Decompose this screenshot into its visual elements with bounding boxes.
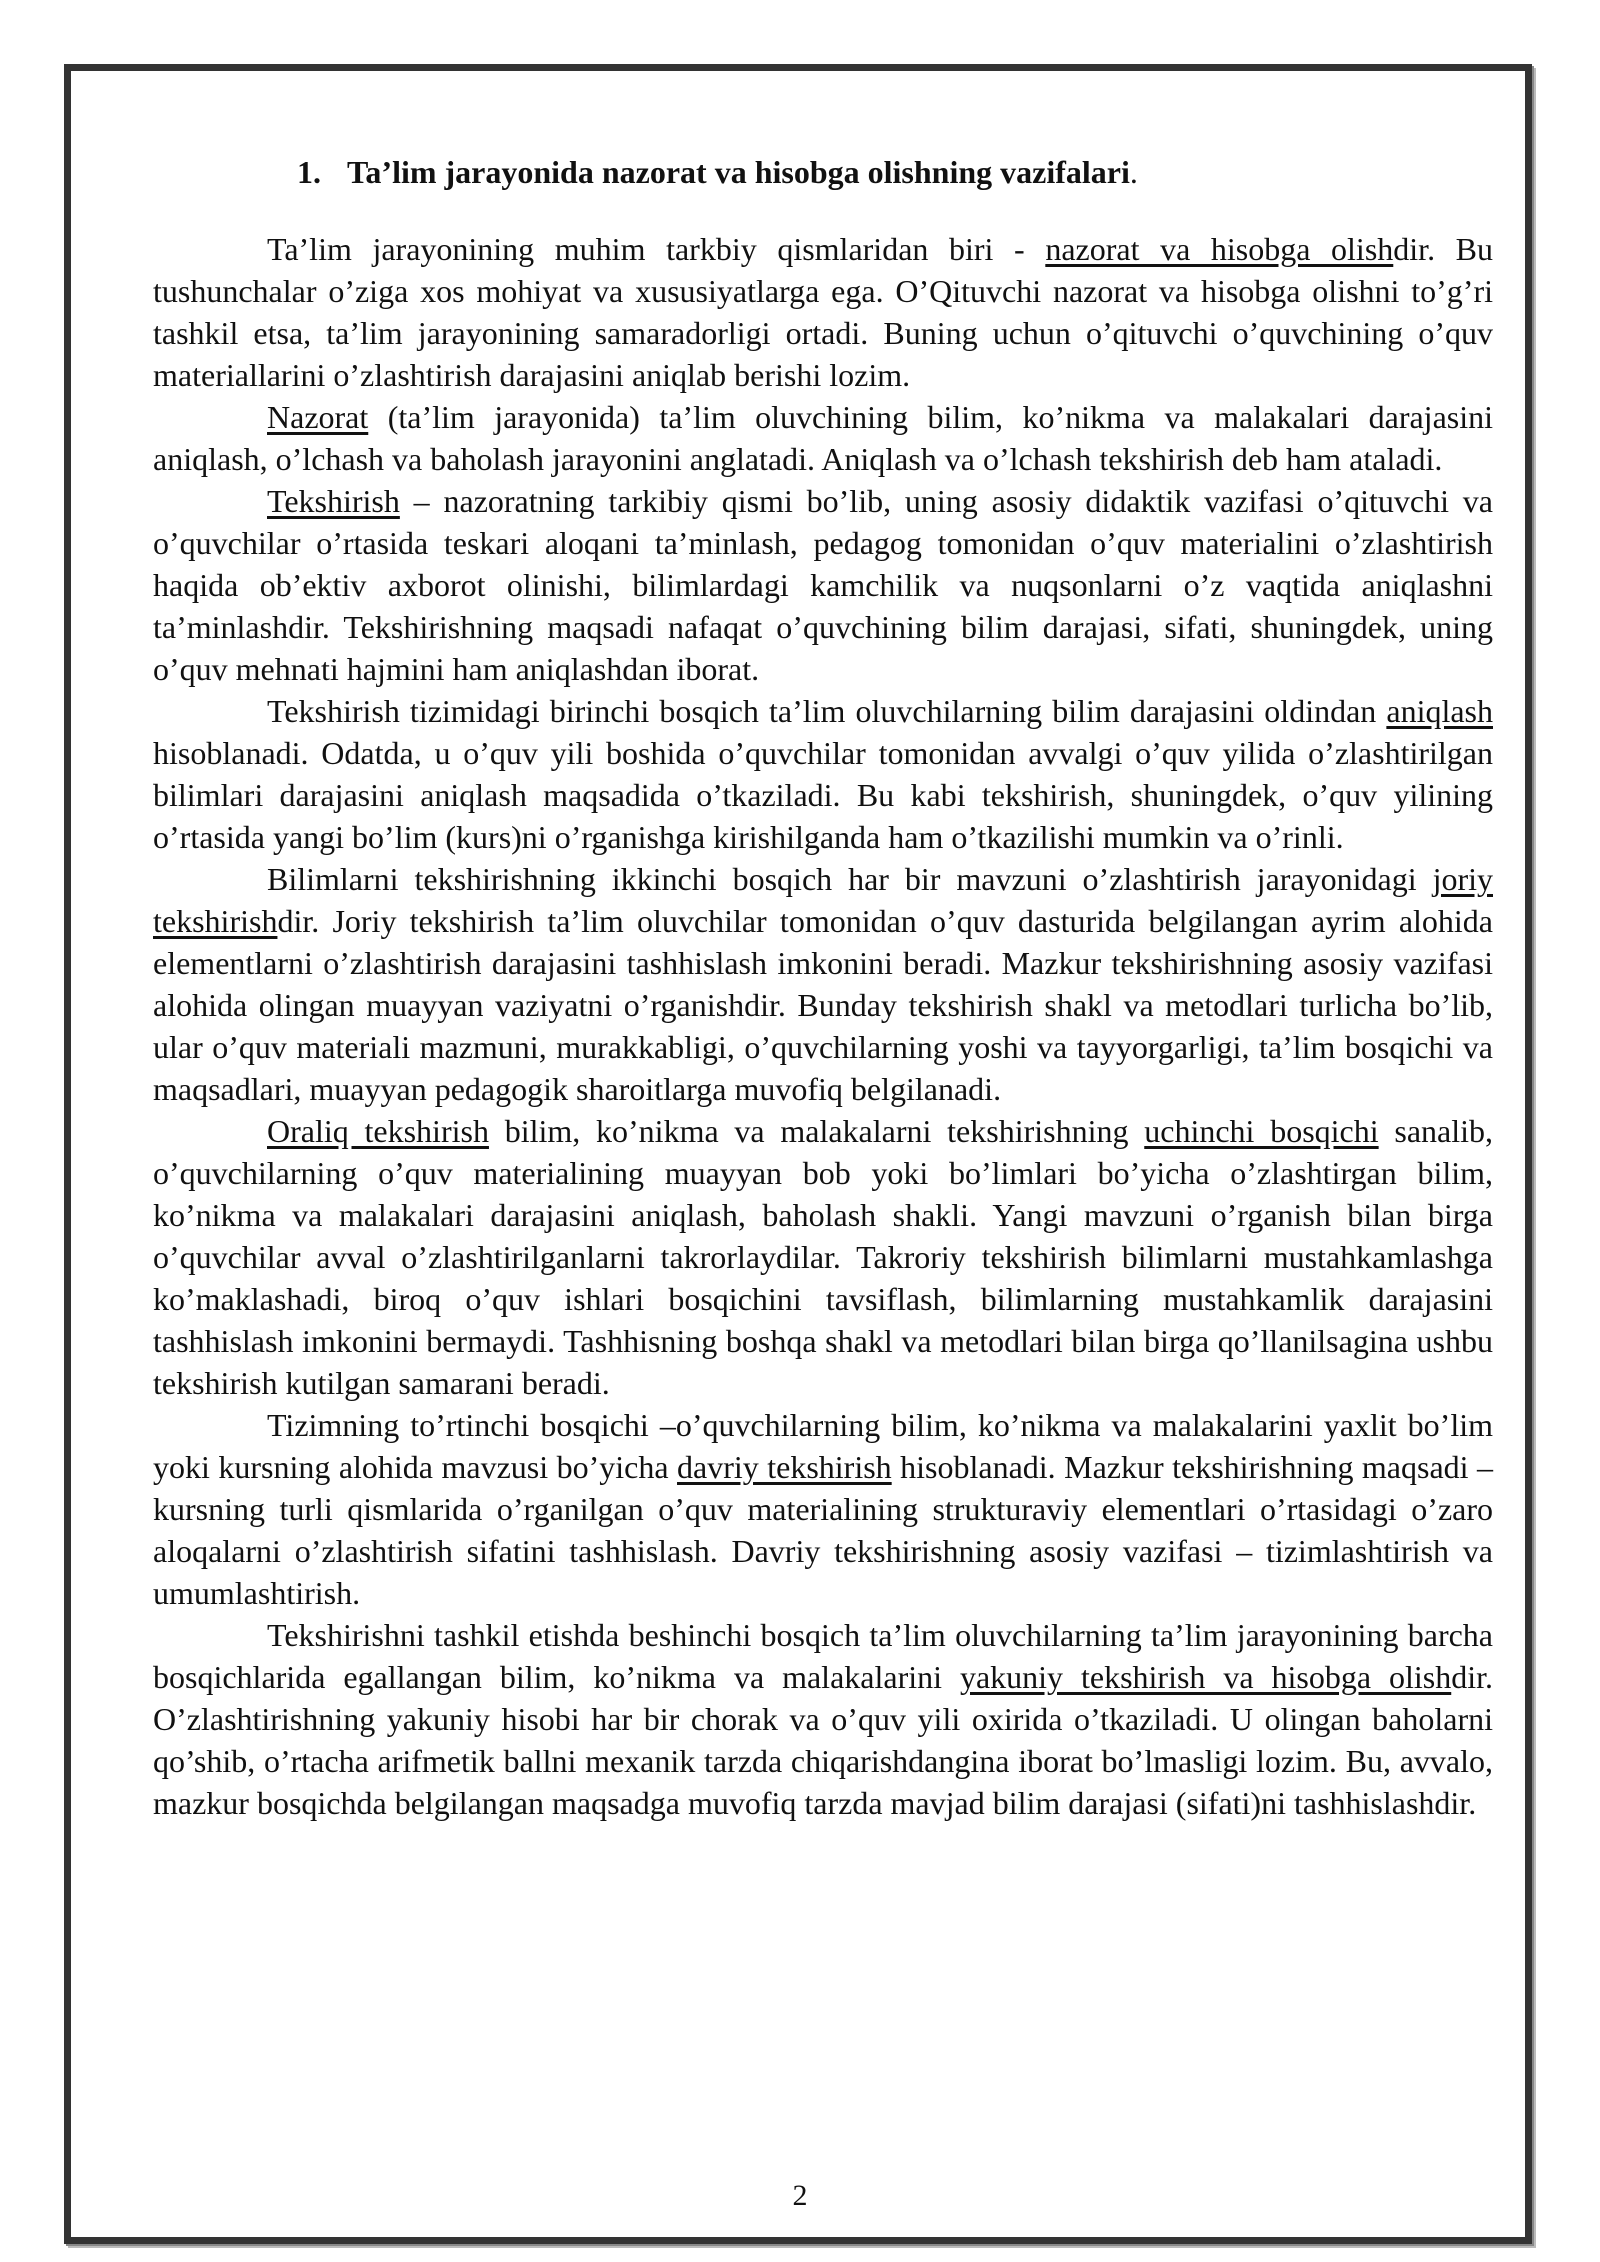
section-number: 1.: [297, 154, 321, 190]
underlined-term: aniqlash: [1386, 693, 1493, 729]
body-paragraph: [153, 1404, 1493, 1614]
body-paragraph: [153, 396, 1493, 480]
body-paragraph: [153, 1614, 1493, 1824]
page-number: 2: [792, 2179, 808, 2212]
underlined-term: joriy tekshirish: [153, 861, 1493, 939]
paragraph-text: bilim, ko’nikma va malakalarni tekshirishning: [488, 1113, 1145, 1149]
paragraph-text: hisoblanadi. Mazkur tekshirishning maqsadi – kursning turli qismlarida o’rganilgan o’quv materialining strukturaviy elementlari o’rtasidagi o’zaro aloqalarni o’zlashtirish sifatini tashhislash. Davriy tekshirishning asosiy vazifasi – tizimlashtirish va umumlashtirish.: [153, 1449, 1494, 1611]
paragraph-text: dir. Bu tushunchalar o’ziga xos mohiyat va xususiyatlarga ega. O’Qituvchi nazorat va hisobga olishni to’g’ri tashkil etsa, ta’lim jarayonining samaradorligi ortadi. Buning uchun o’qituvchi o’quvchining o’quv materiallarini o’zlashtirish darajasini aniqlab berishi lozim.: [153, 231, 1494, 393]
section-title-period: .: [1129, 154, 1138, 190]
body-paragraph: [153, 228, 1493, 396]
body-paragraph: [153, 1110, 1493, 1404]
paragraph-text: Ta’lim jarayonining muhim tarkbiy qismlaridan biri -: [267, 231, 1046, 267]
underlined-term: Oraliq tekshirish: [267, 1113, 489, 1149]
underlined-term: Tekshirish: [267, 483, 400, 519]
paragraph-list: [153, 228, 1493, 1824]
underlined-term: yakuniy tekshirish va hisobga olish: [959, 1659, 1452, 1695]
section-heading: [153, 152, 1493, 192]
body-paragraph: [153, 858, 1493, 1110]
paragraph-text: Bilimlarni tekshirishning ikkinchi bosqich har bir mavzuni o’zlashtirish jarayonidagi: [267, 861, 1433, 897]
document-body: [153, 152, 1493, 1824]
underlined-term: nazorat va hisobga olish: [1045, 231, 1394, 267]
paragraph-text: Tekshirishni tashkil etishda beshinchi bosqich ta’lim oluvchilarning ta’lim jarayonining barcha bosqichlarida egallangan bilim, ko’nikma va malakalarini: [153, 1617, 1493, 1695]
paragraph-text: dir. Joriy tekshirish ta’lim oluvchilar tomonidan o’quv dasturida belgilangan ayrim alohida elementlarni o’zlashtirish darajasini tashhislash imkonini beradi. Mazkur tekshirishning asosiy vazifasi alohida olingan muayyan vaziyatni o’rganishdir. Bunday tekshirish shakl va metodlari turlicha bo’lib, ular o’quv materiali mazmuni, murakkabligi, o’quvchilarning yoshi va tayyorgarligi, ta’lim bosqichi va maqsadlari, muayyan pedagogik sharoitlarga muvofiq belgilanadi.: [153, 903, 1493, 1107]
body-paragraph: [153, 480, 1493, 690]
paragraph-text: sanalib, o’quvchilarning o’quv materialining muayyan bob yoki bo’limlari bo’yicha o’zlashtirgan bilim, ko’nikma va malakalari darajasini aniqlash, baholash shakli. Yangi mavzuni o’rganish bilan birga o’quvchilar avval o’zlashtirilganlarni takrorlaydilar. Takroriy tekshirish bilimlarni mustahkamlashga ko’maklashadi, biroq o’quv ishlari bosqichini tavsiflash, bilimlarning mustahkamlik darajasini tashhislash imkonini bermaydi. Tashhisning boshqa shakl va metodlari bilan birga qo’llanilsagina ushbu tekshirish kutilgan samarani beradi.: [153, 1113, 1494, 1401]
paragraph-text: hisoblanadi. Odatda, u o’quv yili boshida o’quvchilar tomonidan avvalgi o’quv yilida o’zlashtirilgan bilimlari darajasini aniqlash maqsadida o’tkaziladi. Bu kabi tekshirish, shuningdek, o’quv yilining o’rtasida yangi bo’lim (kurs)ni o’rganishga kirishilganda ham o’tkazilishi mumkin va o’rinli.: [153, 735, 1493, 855]
paragraph-text: – nazoratning tarkibiy qismi bo’lib, uning asosiy didaktik vazifasi o’qituvchi va o’quvchilar o’rtasida teskari aloqani ta’minlash, pedagog tomonidan o’quv materialini o’zlashtirish haqida ob’ektiv axborot olinishi, bilimlardagi kamchilik va nuqsonlarni o’z vaqtida aniqlashni ta’minlashdir. Tekshirishning maqsadi nafaqat o’quvchining bilim darajasi, sifati, shuningdek, uning o’quv mehnati hajmini ham aniqlashdan iborat.: [153, 483, 1493, 687]
underlined-term: Nazorat: [267, 399, 369, 435]
paragraph-text: Tekshirish tizimidagi birinchi bosqich ta’lim oluvchilarning bilim darajasini oldindan: [267, 693, 1387, 729]
paragraph-text: Tizimning to’rtinchi bosqichi –o’quvchilarning bilim, ko’nikma va malakalarini yaxlit bo’lim yoki kursning alohida mavzusi bo’yicha: [153, 1407, 1493, 1485]
paragraph-text: dir. O’zlashtirishning yakuniy hisobi har bir chorak va o’quv yili oxirida o’tkaziladi. U olingan baholarni qo’shib, o’rtacha arifmetik ballni mexanik tarzda chiqarishdangina iborat bo’lmasligi lozim. Bu, avvalo, mazkur bosqichda belgilangan maqsadga muvofiq tarzda mavjad bilim darajasi (sifati)ni tashhislashdir.: [153, 1659, 1494, 1821]
section-title: Ta’lim jarayonida nazorat va hisobga olishning vazifalari: [347, 154, 1130, 190]
underlined-term: uchinchi bosqichi: [1144, 1113, 1379, 1149]
body-paragraph: [153, 690, 1493, 858]
underlined-term: davriy tekshirish: [677, 1449, 892, 1485]
paragraph-text: (ta’lim jarayonida) ta’lim oluvchining bilim, ko’nikma va malakalari darajasini aniqlash, o’lchash va baholash jarayonini anglatadi. Aniqlash va o’lchash tekshirish deb ham ataladi.: [153, 399, 1493, 477]
